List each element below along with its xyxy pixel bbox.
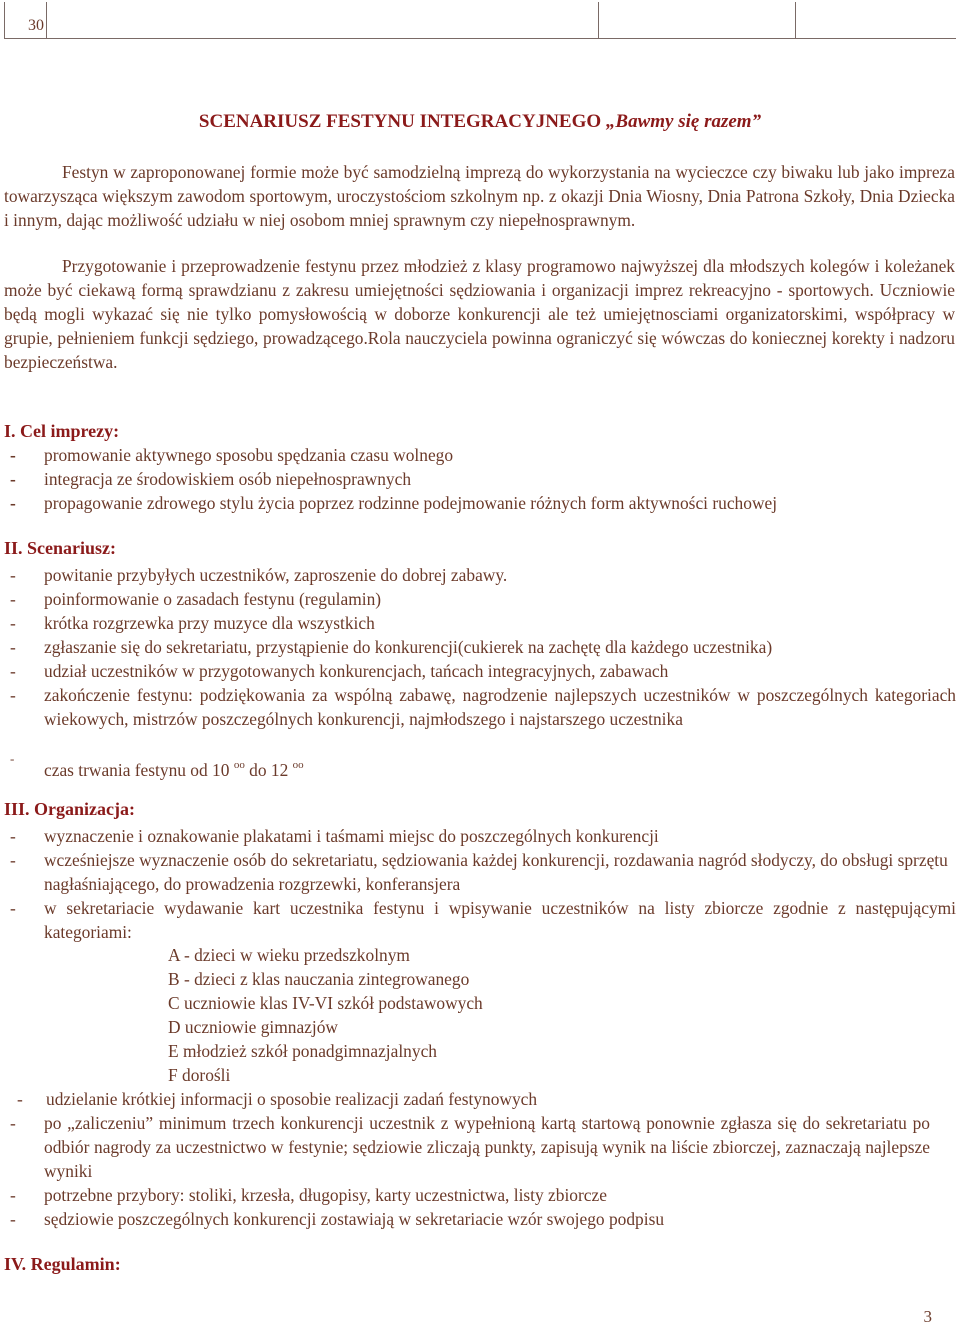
- category-item: D uczniowie gimnazjów: [168, 1017, 338, 1037]
- header-table: [0, 0, 960, 40]
- list-item-text: zgłaszanie się do sekretariatu, przystąpienie do konkurencji(cukierek na zachętę dla każdego uczestnika): [44, 637, 773, 657]
- category-item: C uczniowie klas IV-VI szkół podstawowych: [168, 993, 483, 1013]
- header-page-number: 30: [28, 17, 44, 34]
- title-subtitle: „Bawmy się razem”: [605, 111, 762, 132]
- header-cell-border: [598, 2, 599, 38]
- bullet-dash: -: [10, 661, 16, 681]
- header-cell-border: [4, 2, 5, 38]
- list-item-text: wyznaczenie i oznakowanie plakatami i taśmami miejsc do poszczególnych konkurencji: [44, 826, 659, 846]
- list-item-text: udzielanie krótkiej informacji o sposobie realizacji zadań festynowych: [46, 1089, 538, 1109]
- category-item: E młodzież szkół ponadgimnazjalnych: [168, 1041, 437, 1061]
- list-item-text: zakończenie festynu: podziękowania za wspólną zabawę, nagrodzenie najlepszych uczestników w poszczególnych kategoriach wiekowych, mistrzów poszczególnych konkurencji, najmłodszego i najstarszego uczestnika: [44, 685, 956, 729]
- section-heading-organization: III. Organizacja:: [4, 799, 135, 819]
- list-item-text: propagowanie zdrowego stylu życia poprzez rodzinne podejmowanie różnych form aktywności ruchowej: [44, 493, 778, 513]
- list-item-text: udział uczestników w przygotowanych konkurencjach, tańcach integracyjnych, zabawach: [44, 661, 669, 681]
- list-item-time: [44, 753, 956, 782]
- bullet-dash: -: [10, 850, 16, 870]
- header-cell-border: [46, 2, 47, 38]
- list-item-text: sędziowie poszczególnych konkurencji zostawiają w sekretariacie wzór swojego podpisu: [44, 1209, 665, 1229]
- intro-paragraph-2: Przygotowanie i przeprowadzenie festynu przez młodzież z klasy programowo najwyższej dla młodszych kolegów i koleżanek może być ciekawą formą sprawdzianu z zakresu umiejętności sędziowania i organizacji imprez rekreacyjno - sportowych. Uczniowie będą mogli wykazać się nie tylko pomysłowością w doborze konkurencji ale też umiejętnosciami organizatorskimi, współpracy w grupie, pełnieniem funkcji sędziego, prowadzącego.Rola nauczyciela powinna ograniczyć się wówczas do koniecznej korekty i nadzoru bezpieczeństwa.: [4, 256, 955, 372]
- list-item-text: po „zaliczeniu” minimum trzech konkurencji uczestnik z wypełnioną kartą startową ponownie zgłasza się do sekretariatu po odbiór nagrody za uczestnictwo w festynie; sędziowie zliczają punkty, zapisują wynik na liście zbiorczej, zaznaczają najlepsze wyniki: [44, 1113, 930, 1181]
- bullet-dash: -: [10, 1185, 16, 1205]
- category-item: B - dzieci z klas nauczania zintegrowanego: [168, 969, 470, 989]
- bullet-dash: -: [10, 898, 16, 918]
- bullet-dash: -: [10, 493, 16, 513]
- bullet-dash: -: [10, 685, 16, 705]
- list-item-text: poinformowanie o zasadach festynu (regulamin): [44, 589, 382, 609]
- list-item-text: potrzebne przybory: stoliki, krzesła, długopisy, karty uczestnictwa, listy zbiorcze: [44, 1185, 607, 1205]
- section-heading-goals: I. Cel imprezy:: [4, 421, 120, 441]
- bullet-dash: -: [10, 1113, 16, 1133]
- bullet-dash: -: [10, 469, 16, 489]
- footer-page-number: 3: [923, 1307, 932, 1326]
- category-item: F dorośli: [168, 1065, 231, 1085]
- header-bottom-rule: [4, 38, 956, 39]
- list-item-text: krótka rozgrzewka przy muzyce dla wszystkich: [44, 613, 375, 633]
- list-item-text: powitanie przybyłych uczestników, zaproszenie do dobrej zabawy.: [44, 565, 508, 585]
- list-item-text: integracja ze środowiskiem osób niepełnosprawnych: [44, 469, 412, 489]
- bullet-dash: -: [10, 637, 16, 657]
- title-main: SCENARIUSZ FESTYNU INTEGRACYJNEGO: [198, 111, 602, 132]
- bullet-dash: -: [10, 751, 15, 766]
- bullet-dash: -: [10, 565, 16, 585]
- list-item-text: promowanie aktywnego sposobu spędzania czasu wolnego: [44, 445, 454, 465]
- list-item-text: w sekretariacie wydawanie kart uczestnika festynu i wpisywanie uczestników na listy zbiorcze zgodnie z następującymi kategoriami:: [44, 898, 956, 942]
- intro-paragraph-1: Festyn w zaproponowanej formie może być samodzielną imprezą do wykorzystania na wycieczce czy biwaku lub jako impreza towarzysząca większym zawodom sportowym, uroczystościom szkolnym np. z okazji Dnia Wiosny, Dnia Patrona Szkoły, Dnia Dziecka i innym, dając możliwość udziału w niej osobom mniej sprawnym czy niepełnosprawnym.: [4, 162, 955, 230]
- bullet-dash: -: [10, 1209, 16, 1229]
- bullet-dash: -: [10, 613, 16, 633]
- section-heading-rules: IV. Regulamin:: [4, 1254, 121, 1274]
- document-title: [0, 111, 920, 133]
- section-heading-scenario: II. Scenariusz:: [4, 538, 116, 558]
- bullet-dash: -: [10, 589, 16, 609]
- time-text-to: do 12: [244, 760, 289, 780]
- category-item: A - dzieci w wieku przedszkolnym: [168, 945, 410, 965]
- bullet-dash: -: [10, 826, 16, 846]
- bullet-dash: -: [10, 445, 16, 465]
- time-superscript: oo: [233, 759, 245, 771]
- bullet-dash: -: [17, 1089, 23, 1109]
- time-text: czas trwania festynu od 10: [44, 760, 230, 780]
- time-superscript: oo: [292, 759, 304, 771]
- list-item-text: wcześniejsze wyznaczenie osób do sekretariatu, sędziowania każdej konkurencji, rozdawania nagród słodyczy, do obsługi sprzętu nagłaśniającego, do prowadzenia rozgrzewki, konferansjera: [44, 850, 948, 894]
- header-cell-border: [795, 2, 796, 38]
